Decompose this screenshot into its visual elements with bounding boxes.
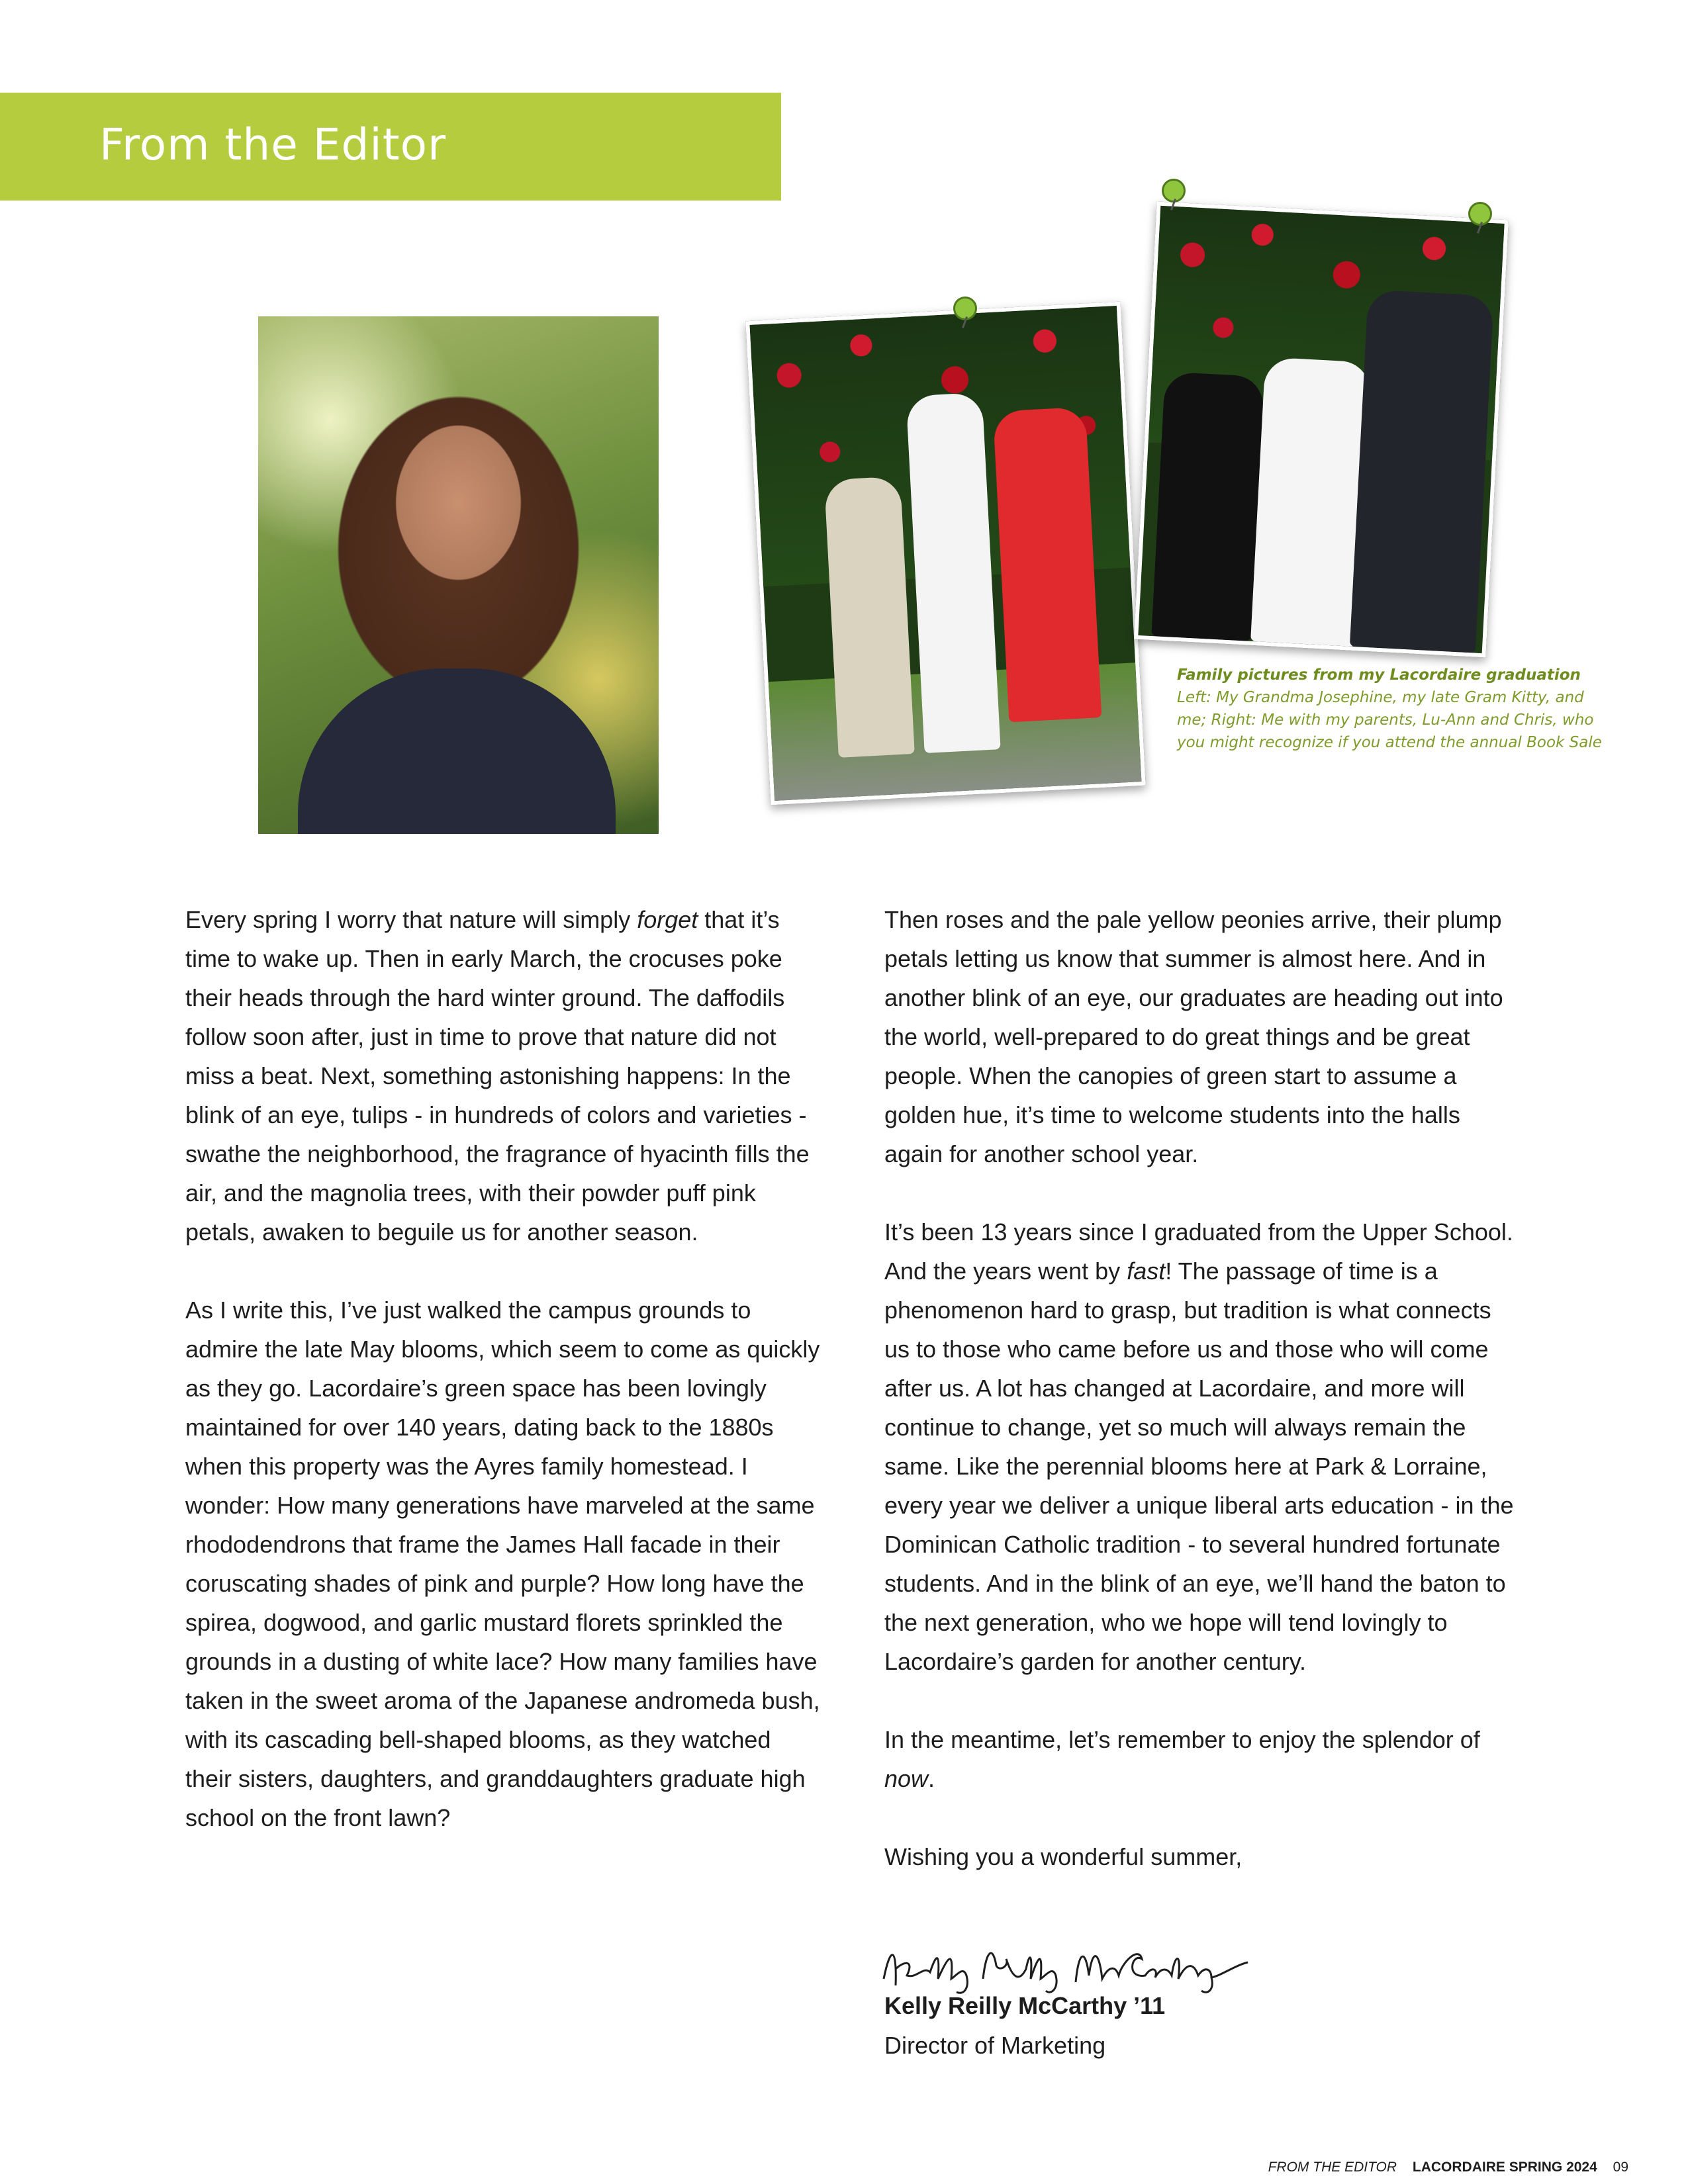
footer-section: FROM THE EDITOR (1268, 2160, 1397, 2175)
paragraph-text: Every spring I worry that nature will simply (185, 906, 637, 933)
article-paragraph: As I write this, I’ve just walked the campus grounds to admire the late May blooms, which seem to come as quickly as they go. Lacordaire’s green space has been lovingly maintained for over 140 years, dating back to the 1880s when this property was the Ayres family homestead. I wonder: How many generations have marveled at the same rhododendrons that frame the James Hall facade in their coruscating shades of pink and purple? How long have the spirea, dogwood, and garlic mustard florets sprinkled the grounds in a dusting of white lace? How many families have taken in the sweet aroma of the Japanese andromeda bush, with its cascading bell-shaped blooms, as they watched their sisters, daughters, and granddaughters graduate high school on the front lawn? (185, 1297, 820, 1831)
caption-title: Family pictures from my Lacordaire graduation (1177, 666, 1581, 684)
paragraph-text: In the meantime, let’s remember to enjoy the splendor of (884, 1726, 1480, 1753)
page-number: 09 (1613, 2160, 1628, 2175)
page-title: From the Editor (99, 119, 447, 170)
editor-portrait-photo (258, 316, 659, 834)
figure-gram-kitty (993, 407, 1102, 723)
portrait-sweater-shape (298, 668, 616, 834)
article-column-left (185, 900, 821, 1876)
footer-issue: LACORDAIRE SPRING 2024 (1412, 2160, 1597, 2175)
pushpin-icon (1162, 179, 1186, 203)
emphasis-text: now (884, 1765, 929, 1792)
article-paragraph: Then roses and the pale yellow peonies arrive, their plump petals letting us know that summer is almost here. And in another blink of an eye, our graduates are heading out into the world, well-prepared to do great things and be great people. When the canopies of green start to assume a golden hue, it’s time to welcome students into the halls again for another school year. (884, 906, 1503, 1167)
article-paragraph (884, 1720, 1520, 1798)
section-banner (0, 93, 781, 201)
page-footer (1268, 2160, 1628, 2175)
paragraph-text: ! The passage of time is a phenomenon hard to grasp, but tradition is what connects us to those who came before us and those who will come after us. A lot has changed at Lacordaire, and more will continue to change, yet so much will always remain the same. Like the perennial blooms here at Park & Lorraine, every year we deliver a unique liberal arts education - in the Dominican Catholic tradition - to several hundred fortunate students. And in the blink of an eye, we’ll hand the baton to the next generation, who we hope will tend lovingly to Lacordaire’s garden for another century. (884, 1257, 1514, 1675)
article-paragraph: Wishing you a wonderful summer, (884, 1843, 1243, 1870)
article-paragraph (185, 900, 821, 1251)
pushpin-icon (1468, 202, 1492, 226)
paragraph-text: . (928, 1765, 935, 1792)
article-column-right (884, 900, 1520, 1915)
author-name: Kelly Reilly McCarthy ’11 (884, 1992, 1166, 2019)
paragraph-text: that it’s time to wake up. Then in early March, the crocuses poke their heads through the hard winter ground. The daffodils follow soon after, just in time to prove that nature did not miss a beat. Next, something astonishing happens: In the blink of an eye, tulips - in hundreds of colors and varieties - swathe the neighborhood, the fragrance of hyacinth fills the air, and the magnolia trees, with their powder puff pink petals, awaken to beguile us for another season. (185, 906, 810, 1246)
figure-mother (1151, 372, 1264, 641)
author-role: Director of Marketing (884, 2032, 1106, 2059)
family-photo-left (745, 302, 1146, 805)
handwritten-signature (877, 1939, 1274, 1999)
pushpin-icon (953, 296, 977, 320)
article-paragraph (884, 1212, 1520, 1681)
photo-caption (1177, 664, 1607, 754)
emphasis-text: fast (1127, 1257, 1166, 1285)
emphasis-text: forget (637, 906, 698, 933)
figure-grandma-josephine (824, 476, 915, 757)
paragraph-text: It’s been 13 years since I graduated from the Upper School. And the years went by (884, 1218, 1513, 1285)
caption-text: Left: My Grandma Josephine, my late Gram Kitty, and me; Right: Me with my parents, Lu-Ann and Chris, who you might recognize if you attend the annual Book Sale (1177, 689, 1602, 751)
family-photo-right (1134, 202, 1509, 658)
figure-father (1350, 289, 1494, 653)
